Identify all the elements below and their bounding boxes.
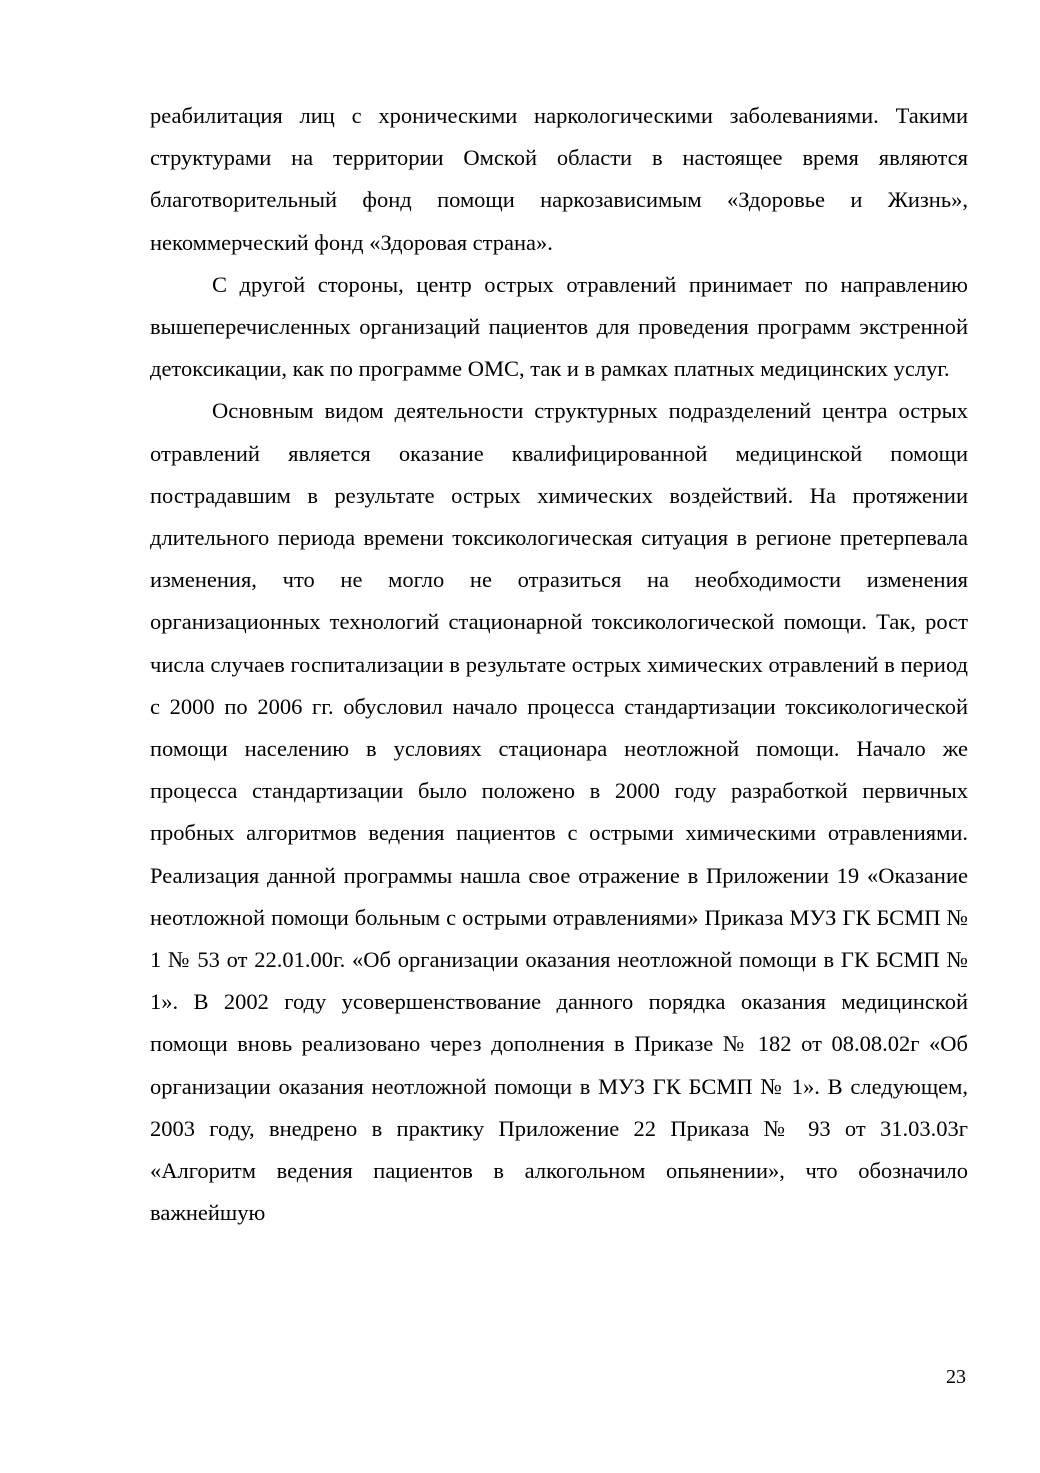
paragraph-detox-programs: С другой стороны, центр острых отравлений принимает по направлению вышеперечисленных организаций пациентов для проведения программ экстренной детоксикации, как по программе ОМС, так и в рамках платных медицинских услуг. [150,271,968,382]
page-number: 23 [946,1366,966,1388]
paragraph-main-activity: Основным видом деятельности структурных подразделений центра острых отравлений является оказание квалифицированной медицинской помощи пострадавшим в результате острых химических воздействий. На протяжении длительного периода времени токсикологическая ситуация в регионе претерпевала изменения, что не могло не отразиться на необходимости изменения организационных технологий стационарной токсикологической помощи. Так, рост числа случаев госпитализации в результате острых химических отравлений в период с 2000 по 2006 гг. обусловил начало процесса стандартизации токсикологической помощи населению в условиях стационара неотложной помощи. Начало же процесса стандартизации было положено в 2000 году разработкой первичных пробных алгоритмов ведения пациентов с острыми химическими отравлениями. Реализация данной программы нашла свое отражение в Приложении 19 «Оказание неотложной помощи больным с острыми отравлениями» Приказа МУЗ ГК БСМП № 1 № 53 от 22.01.00г. «Об организации оказания неотложной помощи в ГК БСМП № 1». В 2002 году усовершенствование данного порядка оказания медицинской помощи вновь реализовано через дополнения в Приказе № 182 от 08.08.02г «Об организации оказания неотложной помощи в МУЗ ГК БСМП № 1». В следующем, 2003 году, внедрено в практику Приложение 22 Приказа № 93 от 31.03.03г «Алгоритм ведения пациентов в алкогольном опьянении», что обозначило важнейшую [150,398,968,1226]
body-text [150,95,968,1234]
paragraph-continuation: реабилитация лиц с хроническими наркологическими заболеваниями. Такими структурами на территории Омской области в настоящее время являются благотворительный фонд помощи наркозависимым «Здоровье и Жизнь», некоммерческий фонд «Здоровая страна». [150,103,968,255]
